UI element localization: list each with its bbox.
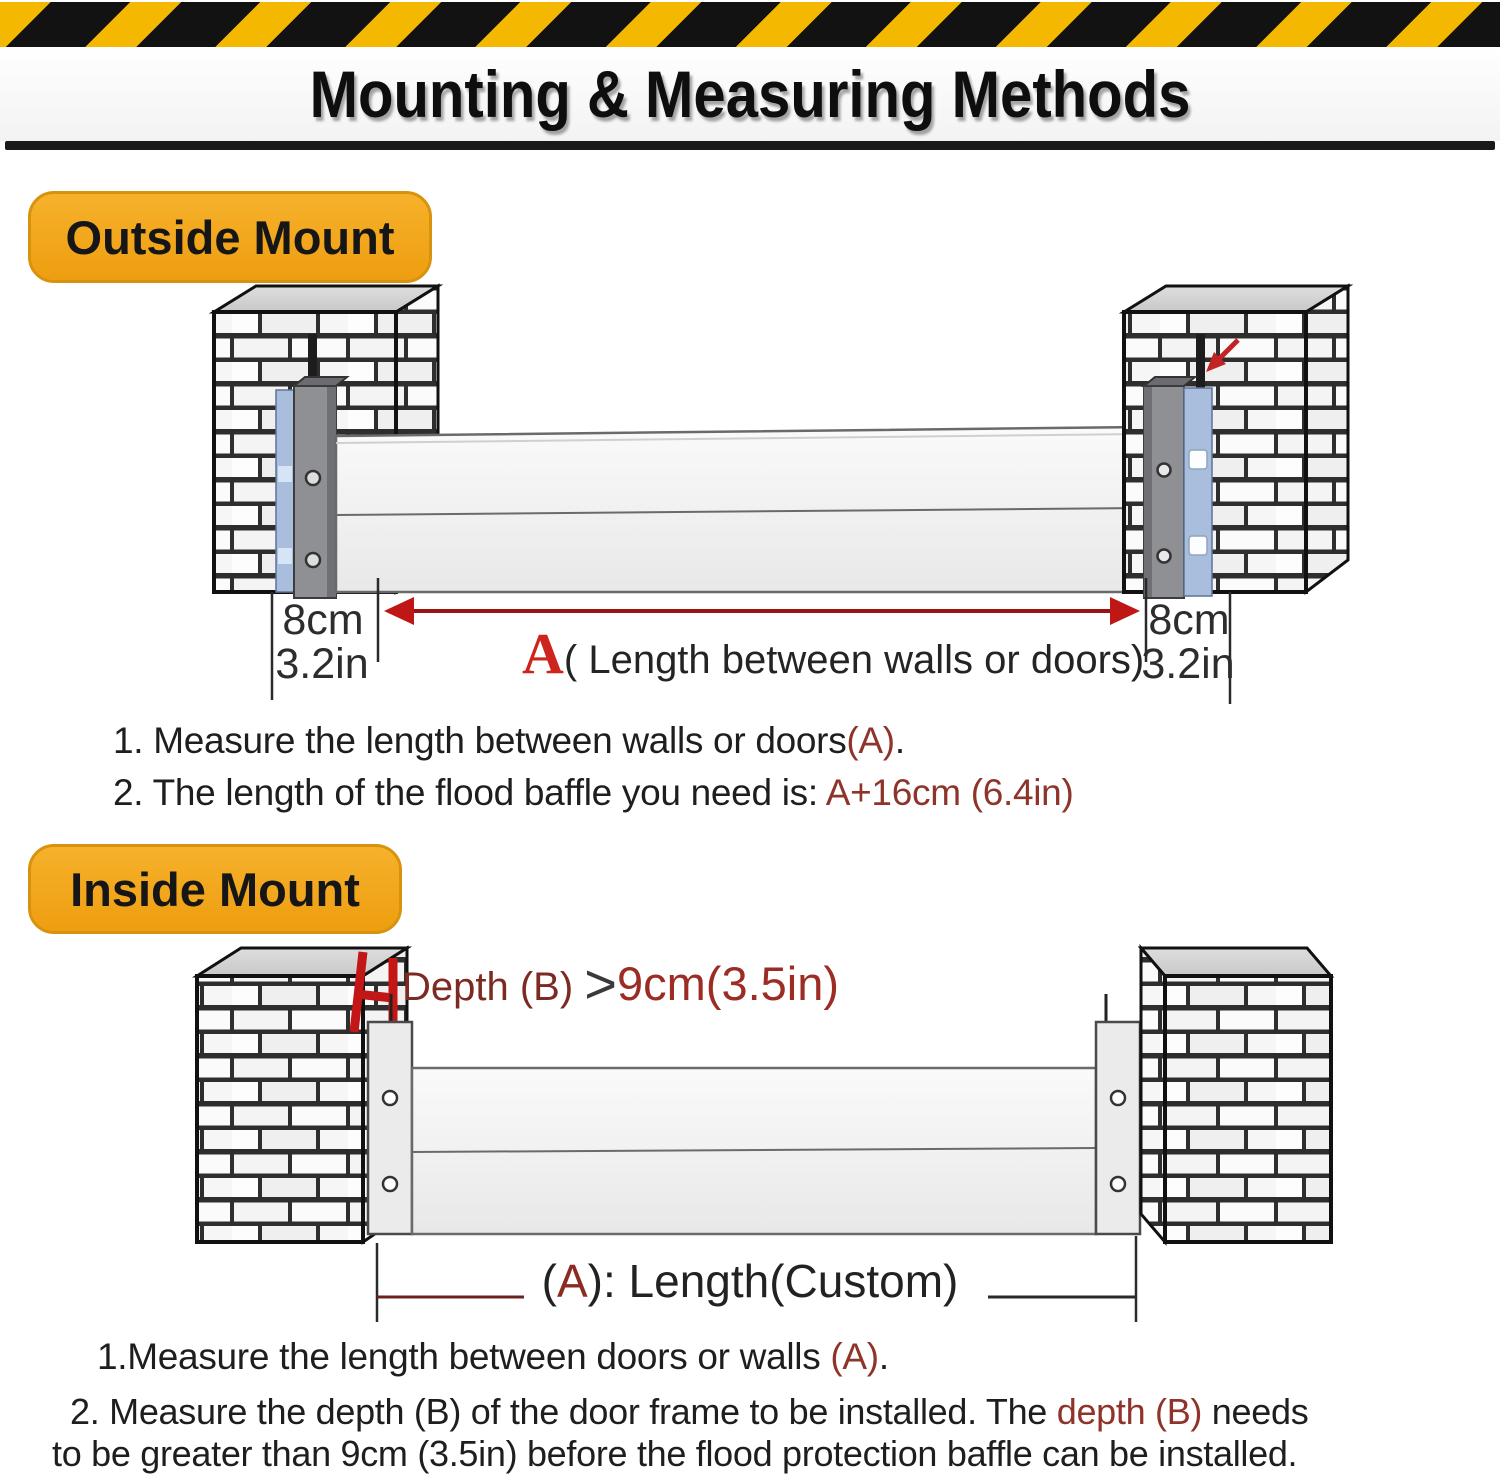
screw-icon <box>306 471 320 485</box>
inside-step-2-line-2: to be greater than 9cm (3.5in) before the flood protection baffle can be installed. <box>52 1433 1298 1474</box>
left-offset-cm-label: 8cm <box>282 596 364 644</box>
screw-icon <box>1111 1177 1125 1191</box>
depth-operator: > <box>584 952 617 1015</box>
inside-step2-end: needs <box>1202 1391 1309 1432</box>
inside-step-2-line-1 <box>70 1391 1308 1433</box>
screw-icon <box>1111 1091 1125 1105</box>
right-offset-cm-label: 8cm <box>1148 596 1230 644</box>
screw-icon <box>383 1177 397 1191</box>
span-description: ( Length between walls or doors) <box>563 638 1145 682</box>
left-offset-in-label: 3.2in <box>275 640 369 688</box>
outside-step-1 <box>113 720 905 762</box>
right-wall-slot <box>1196 334 1205 390</box>
screw-icon <box>383 1091 397 1105</box>
span-variable: A <box>522 621 564 686</box>
outside-step-2 <box>113 772 1073 814</box>
outside-mount-badge-label: Outside Mount <box>65 210 395 264</box>
right-offset-in-label: 3.2in <box>1141 640 1235 688</box>
outside-flood-barrier <box>336 427 1144 592</box>
inside-right-pillar <box>1141 948 1331 1242</box>
inside-step2-text: 2. Measure the depth (B) of the door frame to be installed. The <box>70 1391 1057 1432</box>
length-label-rest: ): Length(Custom) <box>587 1255 959 1307</box>
outside-step2-highlight: A+16cm (6.4in) <box>825 772 1074 813</box>
inside-step1-end: . <box>878 1336 889 1377</box>
outside-step2-text: 2. The length of the flood baffle you need is: <box>113 772 826 813</box>
screw-icon <box>1158 464 1171 477</box>
inside-left-bracket <box>368 994 412 1234</box>
inside-right-bracket <box>1096 994 1140 1234</box>
length-label-open: ( <box>541 1255 557 1307</box>
inside-step-1 <box>97 1336 889 1378</box>
outside-step1-end: . <box>894 720 905 761</box>
inside-flood-barrier <box>412 1068 1096 1234</box>
inside-step1-highlight: (A) <box>830 1336 879 1377</box>
outside-step1-text: 1. Measure the length between walls or doors <box>113 720 847 761</box>
page-title: Mounting & Measuring Methods <box>309 57 1191 131</box>
outside-left-seal-strip <box>276 390 294 592</box>
depth-label-text: Depth (B) <box>402 965 585 1009</box>
screw-icon <box>1158 550 1171 563</box>
depth-requirement-label <box>402 948 839 1013</box>
inside-mount-badge-label: Inside Mount <box>70 862 360 916</box>
outside-step1-highlight: (A) <box>846 720 895 761</box>
outside-right-seal-strip <box>1184 388 1212 596</box>
depth-value: 9cm(3.5in) <box>617 957 840 1010</box>
inside-step2-highlight: depth (B) <box>1056 1391 1203 1432</box>
screw-icon <box>306 553 320 567</box>
span-length-label <box>522 620 1144 687</box>
inside-step1-text: 1.Measure the length between doors or walls <box>97 1336 831 1377</box>
custom-length-label <box>450 1254 1050 1308</box>
length-label-variable: A <box>556 1255 588 1307</box>
